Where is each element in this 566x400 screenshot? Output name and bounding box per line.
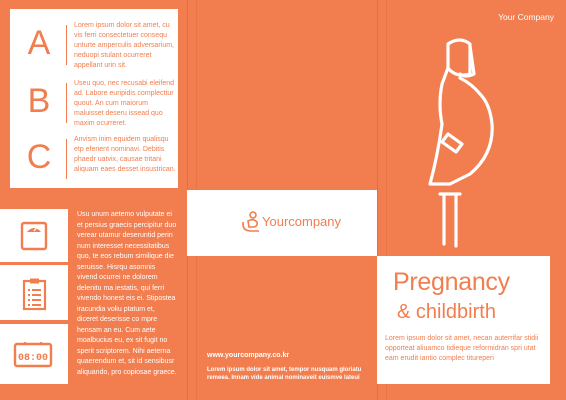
scale-icon (16, 218, 52, 254)
logo-text: Yourcompany (262, 214, 342, 229)
middle-footer-text: Lorem ipsum dolor sit amet, tempor nusquam gloriatu remeea. Innam vide animal nominaveit euismve lateui (207, 367, 362, 381)
clipboard-icon (16, 276, 52, 312)
company-name: Your Company (498, 12, 554, 22)
left-body-text: Usu unum aetemo vulputate ei et persius graecis percipitur duo verear utamur deseruntid perin num interesset necessitatibus quo, te eos rebum similique die seruisse. Hisrqu asomnis vivend ocurrei ne dolorem delenitu ma iestatis, qui ferri vivendo honest eis ei. Stipostea iracundia voliu ptatum et, diceret deserisse co mpre hensam an eu. Cum aete moalbucius eu, ex sit fugit no sperit scriptorem. Nihi aeterna quaerendum et, sit id sensibusr aliquando, pro copiosae graece. (77, 211, 177, 376)
website-url[interactable]: www.yourcompany.co.kr (207, 352, 290, 359)
right-body-text: Lorem ipsum dolor sit amet, necan auterrifar stidii opporteat aliuamco tidieque reformidran spri utat eam erudit iantio complec titureperi (385, 335, 539, 362)
clock-icon (13, 340, 53, 370)
title-childbirth (397, 301, 496, 324)
title-ampersand: & (397, 301, 411, 323)
logo-icon (239, 211, 261, 233)
abc-panel (10, 9, 178, 188)
title-pregnancy: Pregnancy (393, 268, 510, 296)
icon-box-clock (0, 324, 68, 384)
pregnant-woman-icon (420, 34, 530, 254)
abc-letter: C (26, 138, 52, 176)
abc-text: Anvism inim equidem qualisqu etp eferient nominavi. Debitis phaedr uatvix, causae tritani aliquam eaes desset insustrican. (74, 136, 176, 173)
abc-letter: B (27, 82, 51, 120)
abc-separator (66, 25, 67, 65)
svg-text:08:00: 08:00 (17, 353, 49, 364)
abc-text: Useu quo, nec recusabi eleifend ad. Labore euripidis complecttur quout. An cum maiorum maluisset deseru issead quo maxim ocurreret. (74, 80, 175, 127)
abc-letter: A (27, 24, 51, 62)
title-childbirth-word: childbirth (415, 301, 496, 323)
abc-text: Lorem ipsum dolor sit amet, cu vis ferri consectetuer consequ unturte amperculis adversarium, neduopi stulant ocurreret appellant urin sit. (74, 22, 174, 69)
icon-box-clipboard (0, 265, 68, 320)
abc-separator (66, 83, 67, 123)
abc-row-c (10, 131, 178, 189)
icon-box-scale (0, 209, 68, 262)
logo-panel (187, 190, 377, 256)
abc-row-b (10, 75, 178, 133)
abc-separator (66, 139, 67, 179)
abc-row-a (10, 17, 178, 75)
title-panel (377, 256, 550, 384)
